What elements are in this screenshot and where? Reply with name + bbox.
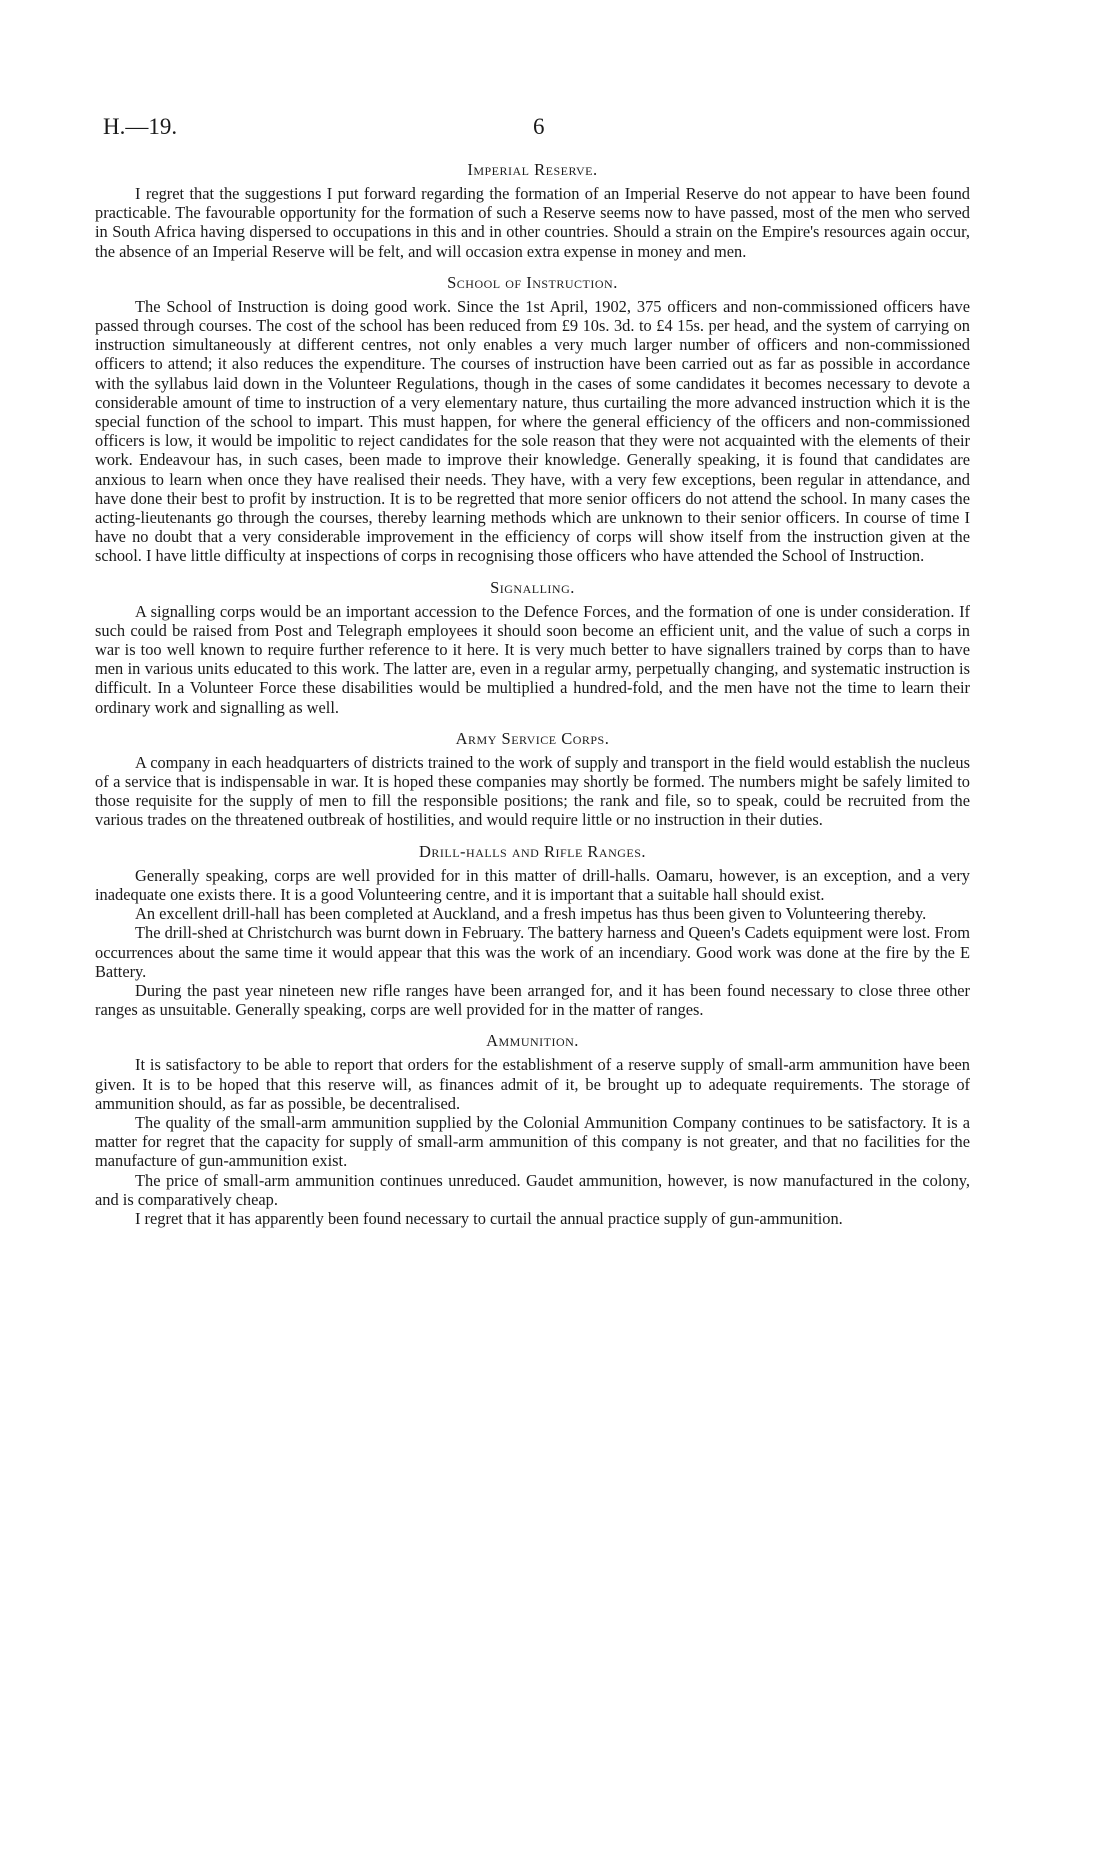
paragraph: Generally speaking, corps are well provided for in this matter of drill-halls. Oamaru, however, is an exception, and a very inadequate one exists there. It is a good Volunteering centre, and it is important that a suitable hall should exist. (95, 865, 970, 904)
section-heading: Drill-halls and Rifle Ranges. (418, 841, 647, 861)
paragraph: The School of Instruction is doing good work. Since the 1st April, 1902, 375 officers and non-commissioned officers have passed through courses. The cost of the school has been reduced from £9 10s. 3d. to £4 15s. per head, and the system of carrying on instruction simultaneously at different centres, not only enables a very much larger number of officers and non-commissioned officers to attend; it also reduces the expenditure. The courses of instruction have been carried out as far as possible in accordance with the syllabus laid down in the Volunteer Regulations, though in the cases of some candidates it becomes necessary to devote a considerable amount of time to instruction of a very elementary nature, thus curtailing the more advanced instruction which it is the special function of the school to impart. This must happen, for where the general efficiency of the officers and non-commissioned officers is low, it would be impolitic to reject candidates for the sole reason that they were not acquainted with the elements of their work. Endeavour has, in such cases, been made to improve their knowledge. Generally speaking, it is found that candidates are anxious to learn when once they have realised their needs. They have, with a very few exceptions, been regular in attendance, and have done their best to profit by instruction. It is to be regretted that more senior officers do not attend the school. In many cases the acting-lieutenants go through the courses, thereby learning methods which are unknown to their senior officers. In course of time I have no doubt that a very considerable improvement in the efficiency of corps will show itself from the instruction given at the school. I have little difficulty at inspections of corps in recognising those officers who have attended the School of Instruction. (95, 296, 970, 566)
section-imperial-reserve (95, 160, 970, 261)
page-header (95, 114, 970, 144)
section-school-of-instruction (95, 273, 970, 566)
section-heading: Imperial Reserve. (467, 160, 598, 179)
section-signalling (95, 578, 970, 717)
paragraph: I regret that the suggestions I put forward regarding the formation of an Imperial Reserve do not appear to have been found practicable. The favourable opportunity for the formation of such a Reserve seems now to have passed, most of the men who served in South Africa having dispersed to occupations in this and in other countries. Should a strain on the Empire's resources again occur, the absence of an Imperial Reserve will be felt, and will occasion extra expense in money and men. (95, 184, 970, 261)
paragraph: An excellent drill-hall has been completed at Auckland, and a fresh impetus has thus been given to Volunteering thereby. (135, 904, 927, 924)
paragraph: The quality of the small-arm ammunition supplied by the Colonial Ammunition Company continues to be satisfactory. It is a matter for regret that the capacity for supply of small-arm ammunition of this company is not greater, and that no facilities for the manufacture of gun-ammunition exist. (95, 1112, 970, 1171)
section-heading: Ammunition. (486, 1031, 579, 1051)
document-id: H.—19. (103, 114, 178, 139)
section-drill-halls-and-rifle-ranges (95, 842, 970, 1020)
paragraph: The drill-shed at Christchurch was burnt down in February. The battery harness and Queen's Cadets equipment were lost. From occurrences about the same time it would appear that this was the work of an incendiary. Good work was done at the fire by the E Battery. (95, 923, 970, 981)
page-number: 6 (533, 114, 545, 139)
section-heading: School of Instruction. (447, 272, 618, 292)
paragraph: The price of small-arm ammunition continues unreduced. Gaudet ammunition, however, is now manufactured in the colony, and is comparatively cheap. (95, 1170, 970, 1209)
paragraph: I regret that it has apparently been found necessary to curtail the annual practice supply of gun-ammunition. (135, 1208, 843, 1228)
section-army-service-corps (95, 729, 970, 830)
paragraph: A company in each headquarters of districts trained to the work of supply and transport in the field would establish the nucleus of a service that is indispensable in war. It is hoped these companies may shortly be formed. The numbers might be safely limited to those requisite for the supply of men to fill the responsible positions; the rank and file, so to speak, could be recruited from the various trades on the threatened outbreak of hostilities, and would require little or no instruction in their duties. (95, 752, 970, 830)
paragraph: It is satisfactory to be able to report that orders for the establishment of a reserve supply of small-arm ammunition have been given. It is to be hoped that this reserve will, as finances admit of it, be brought up to adequate requirements. The storage of ammunition should, as far as possible, be decentralised. (95, 1055, 970, 1113)
section-heading: Signalling. (490, 577, 575, 597)
document-body (95, 160, 970, 1240)
paragraph: During the past year nineteen new rifle ranges have been arranged for, and it has been found necessary to close three other ranges as unsuitable. Generally speaking, corps are well provided for in the matter of ranges. (95, 980, 970, 1020)
paragraph: A signalling corps would be an important accession to the Defence Forces, and the formation of one is under consideration. If such could be raised from Post and Telegraph employees it should soon become an efficient unit, and the value of such a corps in war is too well known to require further reference to it here. It is very much better to have signallers trained by corps than to have men in various units educated to this work. The latter are, even in a regular army, perpetually changing, and systematic instruction is difficult. In a Volunteer Force these disabilities would be multiplied a hundred-fold, and the men have not the time to learn their ordinary work and signalling as well. (95, 601, 970, 717)
section-ammunition (95, 1031, 970, 1228)
section-heading: Army Service Corps. (455, 728, 610, 748)
